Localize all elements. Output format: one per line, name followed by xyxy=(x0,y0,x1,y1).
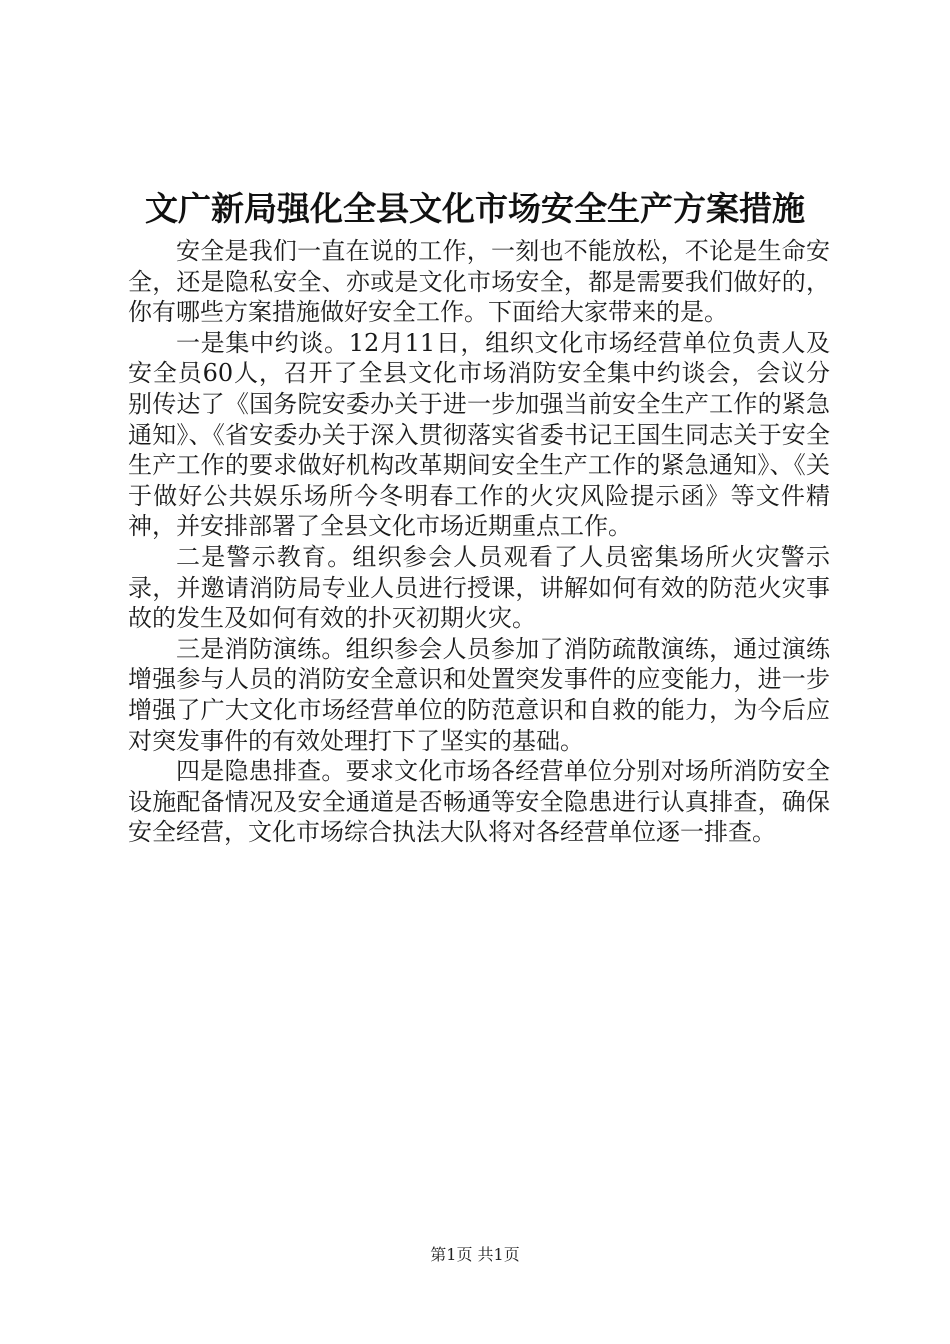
page-number-footer: 第1页 共1页 xyxy=(430,1245,520,1264)
paragraph-measure-2: 二是警示教育。组织参会人员观看了人员密集场所火灾警示录，并邀请消防局专业人员进行授课，讲解如何有效的防范火灾事故的发生及如何有效的扑灭初期火灾。 xyxy=(128,542,830,633)
document-title: 文广新局强化全县文化市场安全生产方案措施 xyxy=(145,189,805,228)
paragraph-measure-1: 一是集中约谈。12月11日，组织文化市场经营单位负责人及安全员60人，召开了全县文化市场消防安全集中约谈会，会议分别传达了《国务院安委办关于进一步加强当前安全生产工作的紧急通知》、《省安委办关于深入贯彻落实省委书记王国生同志关于安全生产工作的要求做好机构改革期间安全生产工作的紧急通知》、《关于做好公共娱乐场所今冬明春工作的火灾风险提示函》等文件精神，并安排部署了全县文化市场近期重点工作。 xyxy=(128,328,830,541)
paragraph-measure-3: 三是消防演练。组织参会人员参加了消防疏散演练，通过演练增强参与人员的消防安全意识和处置突发事件的应变能力，进一步增强了广大文化市场经营单位的防范意识和自救的能力，为今后应对突发事件的有效处理打下了坚实的基础。 xyxy=(128,634,830,755)
paragraph-intro: 安全是我们一直在说的工作，一刻也不能放松，不论是生命安全，还是隐私安全、亦或是文化市场安全，都是需要我们做好的，你有哪些方案措施做好安全工作。下面给大家带来的是。 xyxy=(128,237,830,327)
paragraph-measure-4: 四是隐患排查。要求文化市场各经营单位分别对场所消防安全设施配备情况及安全通道是否畅通等安全隐患进行认真排查，确保安全经营，文化市场综合执法大队将对各经营单位逐一排查。 xyxy=(128,757,830,847)
document-body xyxy=(128,236,830,848)
